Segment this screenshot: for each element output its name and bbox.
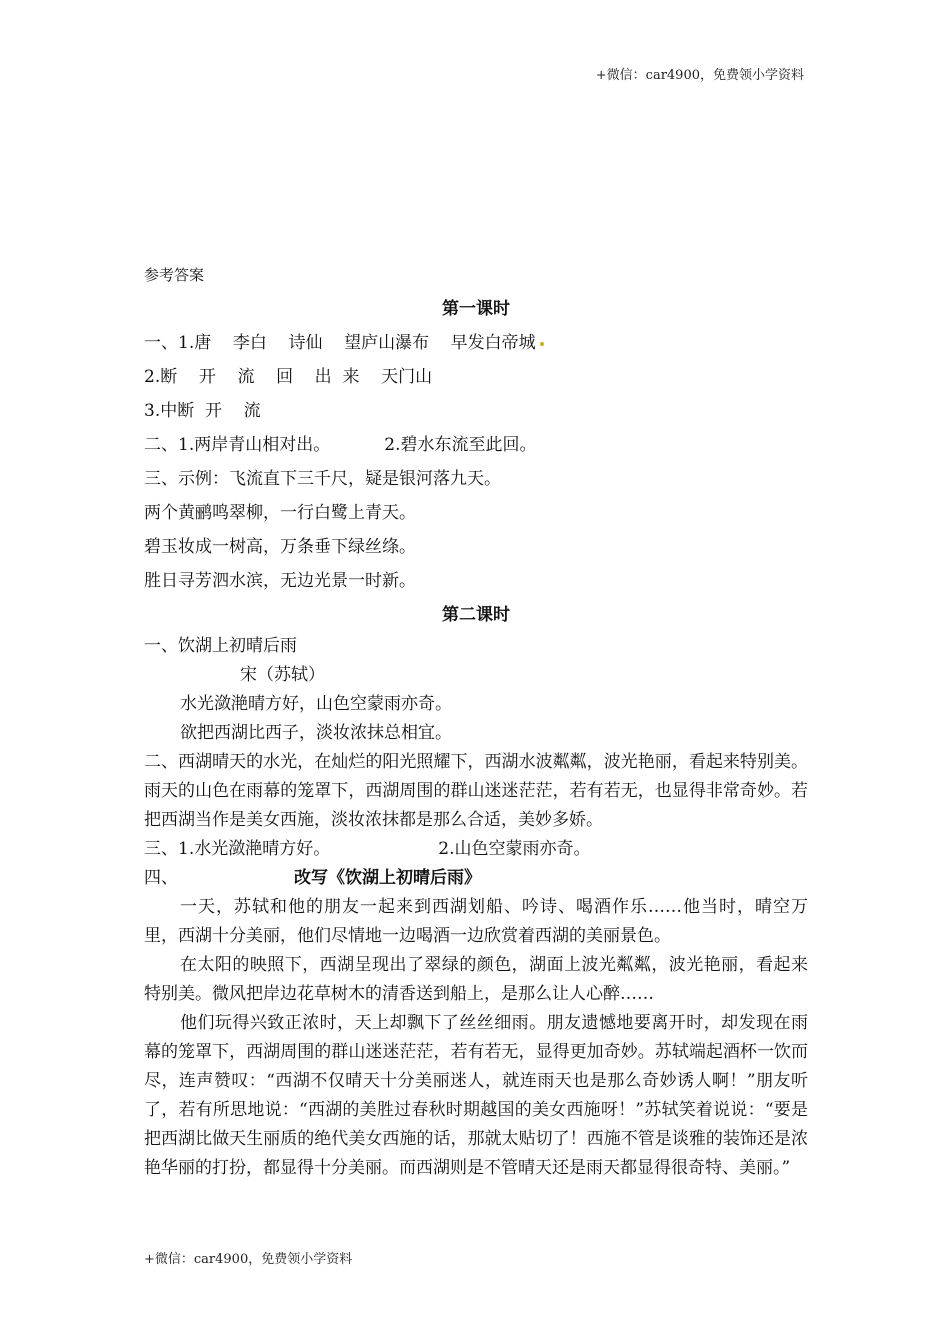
rewrite-paragraph: 他们玩得兴致正浓时，天上却飘下了丝丝细雨。朋友遗憾地要离开时，却发现在雨幕的笼罩下，西湖周围的群山迷迷茫茫，若有若无，显得更加奇妙。苏轼端起酒杯一饮而尽，连声赞叹：“西湖不仅晴天十分美丽迷人，就连雨天也是那么奇妙诱人啊！”朋友听了，若有所思地说：“西湖的美胜过春秋时期越国的美女西施呀！”苏轼笑着说说：“要是把西湖比做天生丽质的绝代美女西施的话，那就太贴切了！西施不管是谈雅的装饰还是浓艳华丽的打扮，都显得十分美丽。而西湖则是不管晴天还是雨天都显得很奇特、美丽。” — [144, 1013, 808, 1178]
answer-4-label: 四、 — [144, 868, 178, 888]
lesson1-line: 2.断 开 流 回 出 来 天门山 — [144, 367, 433, 387]
answer-3: 三、1.水光潋滟晴方好。 2.山色空蒙雨亦奇。 — [144, 839, 591, 859]
lesson1-line: 3.中断 开 流 — [144, 401, 261, 421]
lesson1-line: 一、1.唐 李白 诗仙 望庐山瀑布 早发白帝城 — [144, 326, 808, 360]
lesson1-line: 胜日寻芳泗水滨，无边光景一时新。 — [144, 571, 416, 591]
poem-author: 宋（苏轼） — [240, 665, 325, 685]
rewrite-paragraph: 一天，苏轼和他的朋友一起来到西湖划船、吟诗、喝酒作乐……他当时，晴空万里，西湖十分美丽，他们尽情地一边喝酒一边欣赏着西湖的美丽景色。 — [144, 897, 808, 946]
section-label: 参考答案 — [144, 266, 205, 284]
lesson2-title: 第二课时 — [442, 605, 510, 625]
lesson1-line: 二、1.两岸青山相对出。 2.碧水东流至此回。 — [144, 435, 537, 455]
poem-verse: 水光潋滟晴方好，山色空蒙雨亦奇。 — [180, 694, 452, 714]
poem-verse: 欲把西湖比西子，淡妆浓抹总相宜。 — [180, 723, 452, 743]
lesson2-body — [144, 632, 808, 1183]
page-footer: +微信：car4900，免费领小学资料 — [144, 1252, 353, 1267]
page-header: +微信：car4900，免费领小学资料 — [595, 68, 804, 83]
lesson1-title: 第一课时 — [442, 299, 510, 319]
answer-4-heading — [144, 864, 808, 893]
answer-2: 二、西湖晴天的水光，在灿烂的阳光照耀下，西湖水波粼粼，波光艳丽，看起来特别美。雨天的山色在雨幕的笼罩下，西湖周围的群山迷迷茫茫，若有若无，也显得非常奇妙。若把西湖当作是美女西施，淡妆浓抹都是那么合适，美妙多娇。 — [144, 752, 808, 830]
poem-title-line: 一、饮湖上初晴后雨 — [144, 636, 297, 656]
rewrite-paragraph: 在太阳的映照下，西湖呈现出了翠绿的颜色，湖面上波光粼粼，波光艳丽，看起来特别美。微风把岸边花草树木的清香送到船上，是那么让人心醉…… — [144, 955, 808, 1004]
lesson1-line: 碧玉妆成一树高，万条垂下绿丝绦。 — [144, 537, 416, 557]
rewrite-title: 改写《饮湖上初晴后雨》 — [294, 868, 481, 888]
lesson1-line: 三、示例：飞流直下三千尺，疑是银河落九天。 — [144, 469, 501, 489]
marker-dot — [540, 342, 544, 346]
answer-content — [144, 258, 808, 1183]
lesson1-line: 两个黄鹂鸣翠柳，一行白鹭上青天。 — [144, 503, 416, 523]
